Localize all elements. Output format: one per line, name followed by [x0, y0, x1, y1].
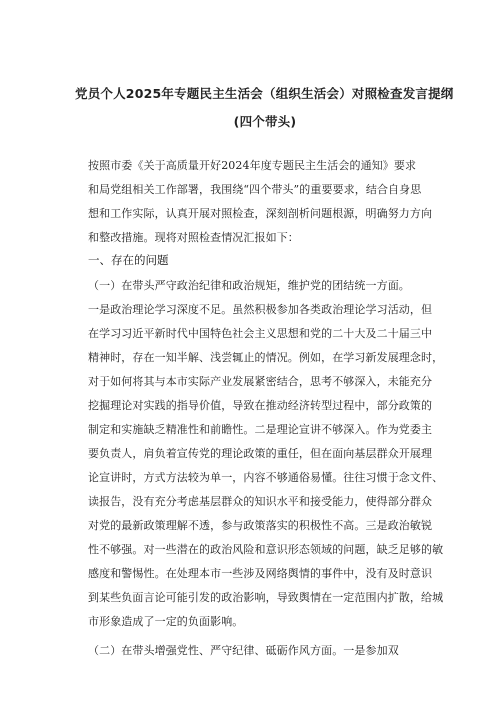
intro-line: 想和工作实际，认真开展对照检查，深刻剖析问题根源，明确努力方向 — [88, 207, 433, 220]
intro-line: 按照市委《关于高质量开好2024年度专题民主生活会的通知》要求 — [88, 159, 417, 172]
body-line: 一是政治理论学习深度不足。虽然积极参加各类政治理论学习活动，但 — [88, 303, 433, 316]
body-line: （二）在带头增强党性、严守纪律、砥砺作风方面。一是参加双 — [88, 644, 399, 657]
body-line: （一）在带头严守政治纪律和政治规矩，维护党的团结统一方面。 — [88, 279, 410, 292]
body-line: 制定和实施缺乏精准性和前瞻性。二是理论宣讲不够深入。作为党委主 — [88, 423, 433, 436]
body-line: 到某些负面言论可能引发的政治影响，导致舆情在一定范围内扩散，给城 — [88, 591, 444, 604]
body-line: 感度和警惕性。在处理本市一些涉及网络舆情的事件中，没有及时意识 — [88, 567, 433, 580]
intro-line: 和整改措施。现将对照检查情况汇报如下： — [88, 231, 299, 244]
body-line: 对于如何将其与本市实际产业发展紧密结合，思考不够深入，未能充分 — [88, 375, 433, 388]
body-line: 市形象造成了一定的负面影响。 — [88, 615, 244, 628]
section-heading: 一、存在的问题 — [88, 253, 169, 267]
body-line: 精神时，存在一知半解、浅尝辄止的情况。例如，在学习新发展理念时， — [88, 351, 444, 364]
document-title: 党员个人2025年专题民主生活会（组织生活会）对照检查发言提纲 — [75, 86, 454, 101]
body-line: 对党的最新政策理解不透，参与政策落实的积极性不高。三是政治敏锐 — [88, 519, 433, 532]
body-line: 读报告，没有充分考虑基层群众的知识水平和接受能力，使得部分群众 — [88, 495, 433, 508]
body-line: 挖掘理论对实践的指导价值，导致在推动经济转型过程中，部分政策的 — [88, 399, 433, 412]
body-line: 要负责人，肩负着宣传党的理论政策的重任，但在面向基层群众开展理 — [88, 447, 433, 460]
document-subtitle: (四个带头) — [233, 114, 297, 129]
body-line: 性不够强。对一些潜在的政治风险和意识形态领域的问题，缺乏足够的敏 — [88, 543, 444, 556]
intro-line: 和局党组相关工作部署，我围绕“四个带头”的重要要求，结合自身思 — [88, 183, 422, 196]
body-line: 论宣讲时，方式方法较为单一，内容不够通俗易懂。往往习惯于念文件、 — [88, 471, 444, 484]
body-line: 在学习习近平新时代中国特色社会主义思想和党的二十大及二十届三中 — [88, 327, 433, 340]
